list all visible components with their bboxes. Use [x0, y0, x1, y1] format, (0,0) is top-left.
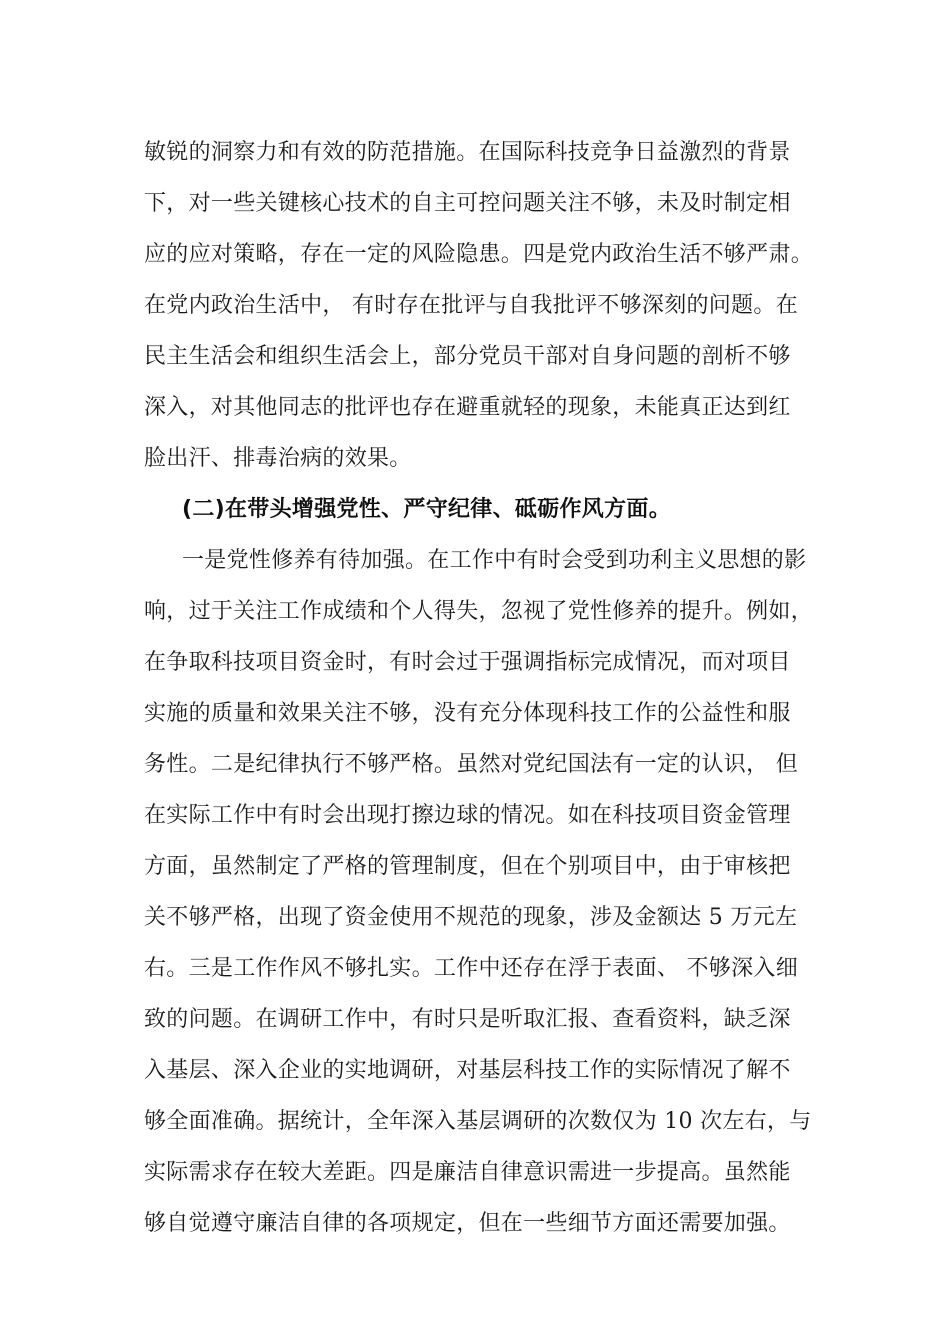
body-text-line: 方面，虽然制定了严格的管理制度，但在个别项目中，由于审核把	[144, 854, 791, 879]
body-text-line: 在争取科技项目资金时，有时会过于强调指标完成情况，而对项目	[144, 650, 791, 675]
body-text-line: 务性。二是纪律执行不够严格。虽然对党纪国法有一定的认识， 但	[144, 752, 798, 777]
body-text-line: 致的问题。在调研工作中，有时只是听取汇报、查看资料，缺乏深	[144, 1007, 791, 1032]
body-text-line: 下，对一些关键核心技术的自主可控问题关注不够，未及时制定相	[144, 191, 791, 216]
body-text-line: 脸出汗、排毒治病的效果。	[144, 446, 412, 471]
body-text-line: 够自觉遵守廉洁自律的各项规定，但在一些细节方面还需要加强。	[144, 1211, 791, 1236]
body-text-line: 够全面准确。据统计，全年深入基层调研的次数仅为 10 次左右，与	[144, 1109, 812, 1134]
body-text-line: 响，过于关注工作成绩和个人得失，忽视了党性修养的提升。例如，	[144, 599, 814, 624]
body-text-line: 民主生活会和组织生活会上，部分党员干部对自身问题的剖析不够	[144, 344, 791, 369]
body-text-line: 实施的质量和效果关注不够，没有充分体现科技工作的公益性和服	[144, 701, 791, 726]
body-text-line: 在党内政治生活中， 有时存在批评与自我批评不够深刻的问题。在	[144, 293, 798, 318]
body-text-line: 应的应对策略，存在一定的风险隐患。四是党内政治生活不够严肃。	[144, 242, 814, 267]
body-text-line: 敏锐的洞察力和有效的防范措施。在国际科技竞争日益激烈的背景	[144, 140, 791, 165]
body-text-line: 关不够严格，出现了资金使用不规范的现象，涉及金额达 5 万元左	[144, 905, 798, 930]
body-text-line: 在实际工作中有时会出现打擦边球的情况。如在科技项目资金管理	[144, 803, 791, 828]
paragraph-first-line: 一是党性修养有待加强。在工作中有时会受到功利主义思想的影	[182, 548, 807, 573]
body-text-line: 深入，对其他同志的批评也存在避重就轻的现象，未能真正达到红	[144, 395, 791, 420]
section-heading: (二)在带头增强党性、严守纪律、砥砺作风方面。	[182, 497, 672, 522]
body-text-line: 右。三是工作作风不够扎实。工作中还存在浮于表面、 不够深入细	[144, 956, 798, 981]
body-text-line: 入基层、深入企业的实地调研，对基层科技工作的实际情况了解不	[144, 1058, 791, 1083]
body-text-line: 实际需求存在较大差距。四是廉洁自律意识需进一步提高。虽然能	[144, 1160, 791, 1185]
